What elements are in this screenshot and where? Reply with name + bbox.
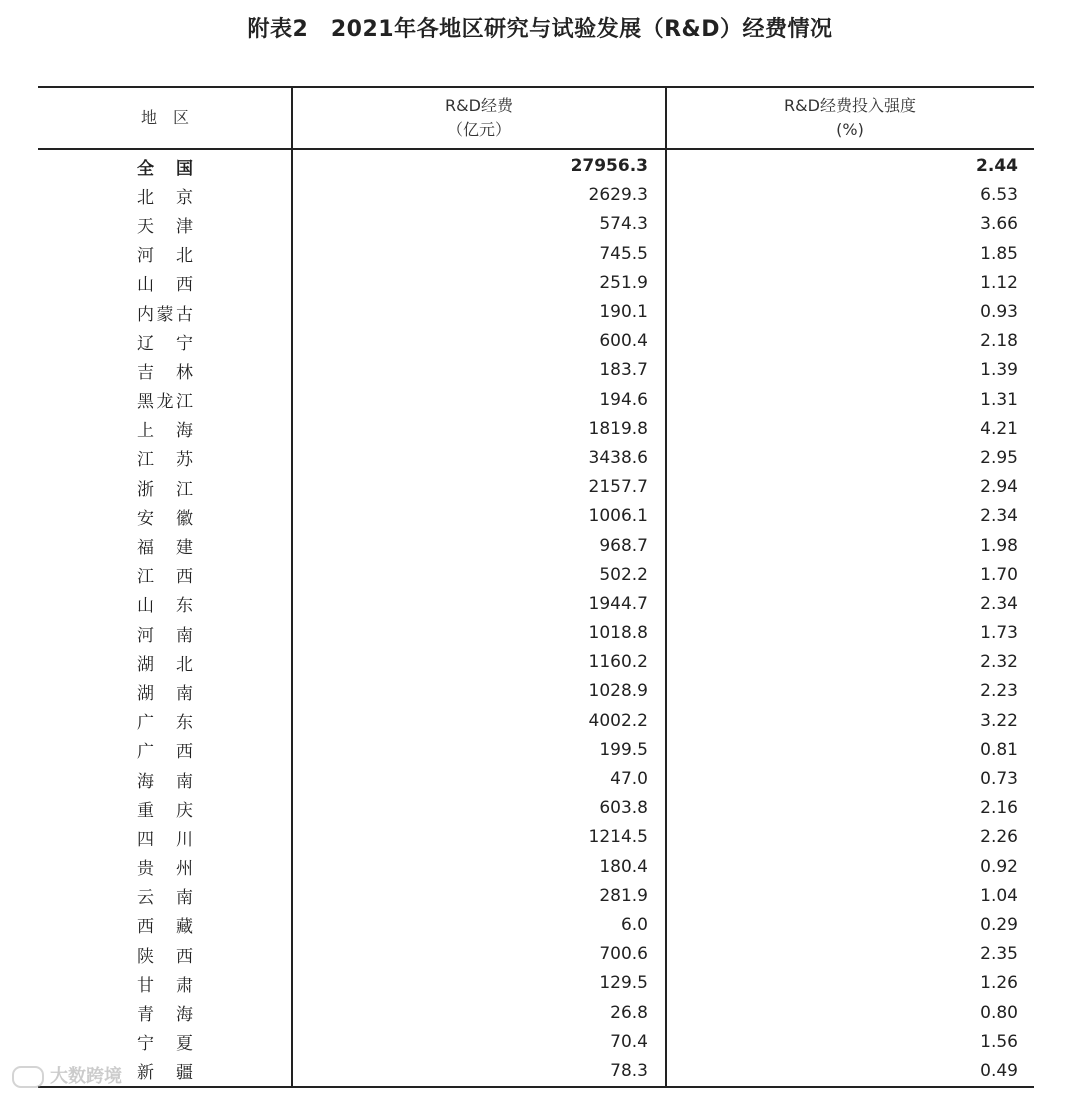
cell-intensity: 1.39 — [980, 360, 1018, 381]
cell-region — [38, 679, 292, 704]
region-name: 甘肃 — [137, 975, 193, 996]
cell-amount: 281.9 — [599, 885, 648, 906]
region-name: 河南 — [137, 625, 193, 646]
header-amount-unit: （亿元） — [446, 120, 511, 139]
header-amount — [292, 94, 666, 142]
region-name: 青海 — [137, 1005, 193, 1026]
region-name: 安徽 — [137, 508, 193, 529]
cell-intensity: 2.35 — [980, 944, 1018, 965]
table-row — [38, 473, 1034, 502]
region-name: 江苏 — [137, 450, 193, 471]
table-row — [38, 327, 1034, 356]
cell-intensity: 0.93 — [980, 302, 1018, 323]
cell-intensity: 2.23 — [980, 681, 1018, 702]
region-name: 上海 — [137, 421, 193, 442]
table-header — [38, 88, 1034, 148]
cell-amount: 47.0 — [610, 769, 648, 790]
table-row — [38, 414, 1034, 443]
cell-intensity: 2.26 — [980, 827, 1018, 848]
cell-intensity: 2.94 — [980, 477, 1018, 498]
cell-amount: 4002.2 — [588, 710, 648, 731]
cell-amount: 1214.5 — [588, 827, 648, 848]
region-name: 河北 — [137, 246, 193, 267]
cell-intensity: 1.70 — [980, 564, 1018, 585]
cell-region — [38, 591, 292, 616]
table-row — [38, 910, 1034, 939]
cell-amount: 129.5 — [599, 973, 648, 994]
cell-region — [38, 650, 292, 675]
cell-region — [38, 942, 292, 967]
cell-region — [38, 475, 292, 500]
table-row — [38, 268, 1034, 297]
cell-intensity: 1.12 — [980, 272, 1018, 293]
region-name: 广东 — [137, 713, 193, 734]
cell-intensity: 0.81 — [980, 739, 1018, 760]
table-row — [38, 735, 1034, 764]
region-name: 四川 — [137, 829, 193, 850]
region-name: 陕西 — [137, 946, 193, 967]
cell-amount: 70.4 — [610, 1031, 648, 1052]
cell-region — [38, 1029, 292, 1054]
region-name: 山西 — [137, 275, 193, 296]
table-row — [38, 356, 1034, 385]
cell-amount: 745.5 — [599, 243, 648, 264]
cell-intensity: 3.22 — [980, 710, 1018, 731]
table-row — [38, 1056, 1034, 1085]
cell-region — [38, 241, 292, 266]
cell-intensity: 6.53 — [980, 185, 1018, 206]
cell-intensity: 2.34 — [980, 593, 1018, 614]
cell-intensity: 0.92 — [980, 856, 1018, 877]
cell-amount: 968.7 — [599, 535, 648, 556]
region-name: 西藏 — [137, 917, 193, 938]
cell-intensity: 2.44 — [976, 156, 1018, 177]
region-name: 广西 — [137, 742, 193, 763]
cell-amount: 190.1 — [599, 302, 648, 323]
cell-intensity: 1.73 — [980, 623, 1018, 644]
cell-intensity: 2.32 — [980, 652, 1018, 673]
cell-region — [38, 445, 292, 470]
cell-region — [38, 270, 292, 295]
cell-amount: 183.7 — [599, 360, 648, 381]
watermark — [12, 1062, 122, 1088]
region-name: 山东 — [137, 596, 193, 617]
cell-amount: 27956.3 — [570, 156, 648, 177]
region-name: 全国 — [137, 158, 193, 179]
watermark-logo-icon — [12, 1066, 44, 1088]
table-row — [38, 852, 1034, 881]
table-row — [38, 619, 1034, 648]
watermark-text: 大数跨境 — [50, 1066, 122, 1087]
region-name: 北京 — [137, 187, 193, 208]
region-name: 辽宁 — [137, 333, 193, 354]
page-title: 附表2 2021年各地区研究与试验发展（R&D）经费情况 — [247, 17, 833, 42]
table-row — [38, 706, 1034, 735]
rd-expenditure-table — [38, 86, 1034, 1088]
cell-region — [38, 883, 292, 908]
region-name: 江西 — [137, 567, 193, 588]
cell-amount: 1819.8 — [588, 418, 648, 439]
cell-region — [38, 825, 292, 850]
cell-region — [38, 212, 292, 237]
region-name: 重庆 — [137, 800, 193, 821]
cell-amount: 180.4 — [599, 856, 648, 877]
table-row — [38, 210, 1034, 239]
cell-amount: 603.8 — [599, 798, 648, 819]
cell-intensity: 0.80 — [980, 1002, 1018, 1023]
cell-intensity: 4.21 — [980, 418, 1018, 439]
cell-intensity: 1.26 — [980, 973, 1018, 994]
table-row — [38, 531, 1034, 560]
cell-intensity: 2.18 — [980, 331, 1018, 352]
cell-region — [38, 416, 292, 441]
cell-amount: 1160.2 — [588, 652, 648, 673]
cell-region — [38, 358, 292, 383]
cell-region — [38, 300, 292, 325]
region-name: 湖南 — [137, 683, 193, 704]
cell-region — [38, 1000, 292, 1025]
cell-region — [38, 767, 292, 792]
cell-intensity: 0.49 — [980, 1060, 1018, 1081]
table-row — [38, 443, 1034, 472]
region-name: 浙江 — [137, 479, 193, 500]
cell-region — [38, 183, 292, 208]
cell-intensity: 1.98 — [980, 535, 1018, 556]
cell-region — [38, 971, 292, 996]
cell-intensity: 1.04 — [980, 885, 1018, 906]
cell-region — [38, 154, 292, 179]
header-region: 地 区 — [140, 108, 189, 127]
cell-amount: 2629.3 — [588, 185, 648, 206]
cell-amount: 194.6 — [599, 389, 648, 410]
cell-amount: 78.3 — [610, 1060, 648, 1081]
region-name: 新疆 — [137, 1063, 193, 1084]
table-body — [38, 150, 1034, 1086]
cell-region — [38, 796, 292, 821]
cell-intensity: 2.95 — [980, 447, 1018, 468]
cell-intensity: 0.73 — [980, 769, 1018, 790]
table-row-total — [38, 152, 1034, 181]
cell-region — [38, 621, 292, 646]
cell-region — [38, 737, 292, 762]
table-row — [38, 181, 1034, 210]
cell-amount: 6.0 — [620, 914, 648, 935]
cell-amount: 251.9 — [599, 272, 648, 293]
cell-intensity: 1.85 — [980, 243, 1018, 264]
cell-amount: 600.4 — [599, 331, 648, 352]
table-row — [38, 385, 1034, 414]
table-row — [38, 794, 1034, 823]
region-name: 宁夏 — [137, 1034, 193, 1055]
cell-region — [38, 387, 292, 412]
region-name: 海南 — [137, 771, 193, 792]
table-row — [38, 940, 1034, 969]
header-intensity-label: R&D经费投入强度 — [784, 96, 916, 115]
cell-region — [38, 504, 292, 529]
cell-amount: 574.3 — [599, 214, 648, 235]
region-name: 内蒙古 — [137, 304, 193, 325]
cell-region — [38, 708, 292, 733]
table-inner — [38, 88, 1034, 1086]
table-row — [38, 823, 1034, 852]
table-row — [38, 297, 1034, 326]
table-row — [38, 677, 1034, 706]
cell-amount: 1018.8 — [588, 623, 648, 644]
cell-amount: 3438.6 — [588, 447, 648, 468]
table-row — [38, 560, 1034, 589]
cell-region — [38, 854, 292, 879]
header-intensity-unit: (%) — [836, 120, 864, 139]
table-row — [38, 881, 1034, 910]
cell-intensity: 1.56 — [980, 1031, 1018, 1052]
cell-intensity: 2.34 — [980, 506, 1018, 527]
table-row — [38, 589, 1034, 618]
cell-region — [38, 912, 292, 937]
cell-region — [38, 562, 292, 587]
header-amount-label: R&D经费 — [445, 96, 513, 115]
cell-amount: 1944.7 — [588, 593, 648, 614]
table-row — [38, 998, 1034, 1027]
region-name: 云南 — [137, 888, 193, 909]
cell-amount: 700.6 — [599, 944, 648, 965]
region-name: 黑龙江 — [137, 392, 193, 413]
table-row — [38, 502, 1034, 531]
cell-intensity: 3.66 — [980, 214, 1018, 235]
cell-amount: 502.2 — [599, 564, 648, 585]
region-name: 湖北 — [137, 654, 193, 675]
header-intensity — [666, 94, 1034, 142]
cell-intensity: 0.29 — [980, 914, 1018, 935]
cell-amount: 199.5 — [599, 739, 648, 760]
region-name: 天津 — [137, 216, 193, 237]
cell-amount: 2157.7 — [588, 477, 648, 498]
cell-intensity: 1.31 — [980, 389, 1018, 410]
cell-amount: 26.8 — [610, 1002, 648, 1023]
table-row — [38, 969, 1034, 998]
cell-region — [38, 533, 292, 558]
cell-region — [38, 329, 292, 354]
table-row — [38, 648, 1034, 677]
table-bottom-rule — [38, 1086, 1034, 1088]
table-row — [38, 239, 1034, 268]
table-row — [38, 764, 1034, 793]
cell-amount: 1028.9 — [588, 681, 648, 702]
cell-amount: 1006.1 — [588, 506, 648, 527]
region-name: 贵州 — [137, 859, 193, 880]
table-row — [38, 1027, 1034, 1056]
region-name: 吉林 — [137, 362, 193, 383]
cell-intensity: 2.16 — [980, 798, 1018, 819]
region-name: 福建 — [137, 538, 193, 559]
